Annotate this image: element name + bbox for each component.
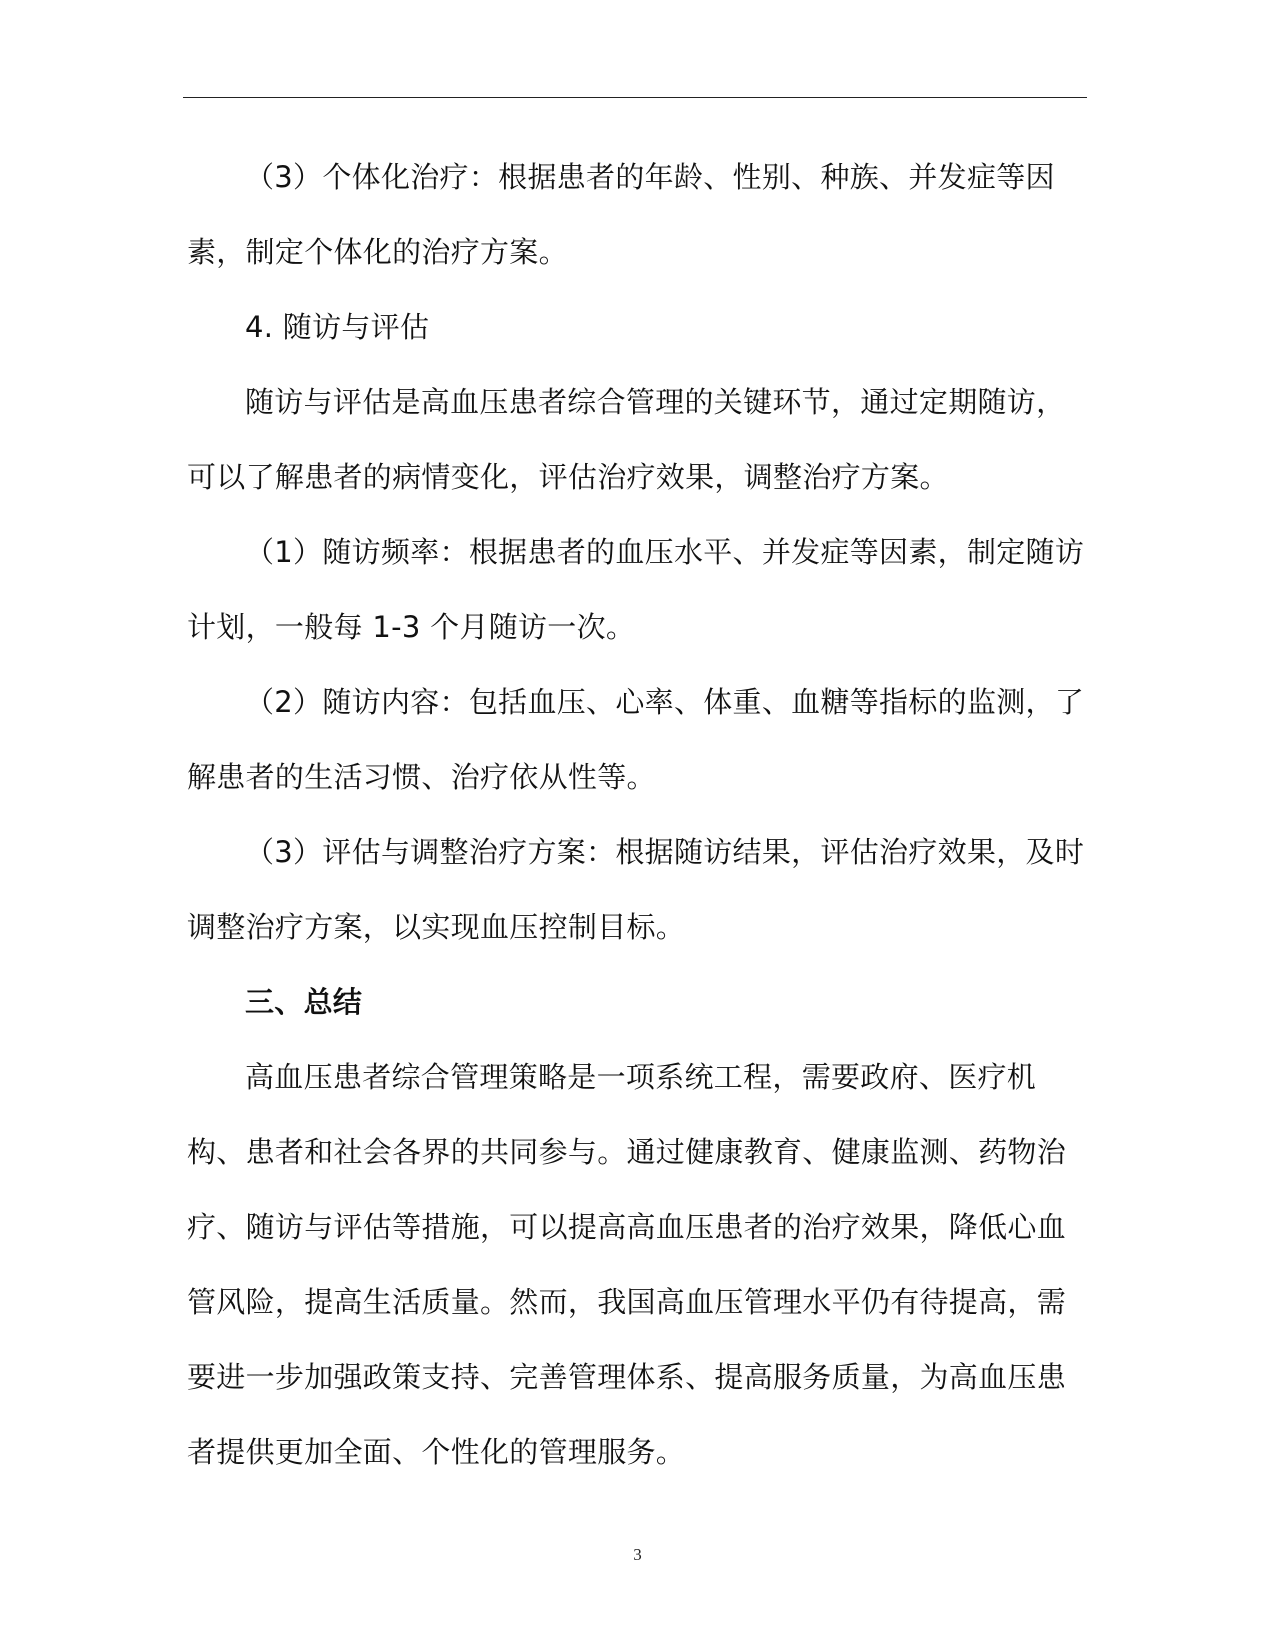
text-line: 调整治疗方案，以实现血压控制目标。 [187,910,686,944]
text-line: 构、患者和社会各界的共同参与。通过健康教育、健康监测、药物治 [187,1135,1067,1169]
text-line: 要进一步加强政策支持、完善管理体系、提高服务质量，为高血压患 [187,1360,1067,1394]
section-heading-followup [187,290,1087,365]
text-line: 者提供更加全面、个性化的管理服务。 [187,1435,686,1469]
text-line: （1）随访频率：根据患者的血压水平、并发症等因素，制定随访 [245,535,1085,569]
section-heading-summary [187,965,1087,1040]
paragraph-followup-content [187,665,1087,815]
paragraph-evaluate-adjust [187,815,1087,965]
paragraph-followup-intro [187,365,1087,515]
page-number: 3 [633,1545,642,1564]
text-line: 素，制定个体化的治疗方案。 [187,235,568,269]
text-line: 计划，一般每 1-3 个月随访一次。 [187,610,636,644]
text-line: 高血压患者综合管理策略是一项系统工程，需要政府、医疗机 [245,1060,1037,1094]
text-line: 解患者的生活习惯、治疗依从性等。 [187,760,656,794]
text-line: （3）个体化治疗：根据患者的年龄、性别、种族、并发症等因 [245,160,1055,194]
header-rule [183,97,1087,98]
paragraph-individualized-treatment [187,140,1087,290]
text-line: 随访与评估是高血压患者综合管理的关键环节，通过定期随访， [245,385,1066,419]
text-line: （2）随访内容：包括血压、心率、体重、血糖等指标的监测，了 [245,685,1085,719]
text-line: 管风险，提高生活质量。然而，我国高血压管理水平仍有待提高，需 [187,1285,1067,1319]
paragraph-followup-frequency [187,515,1087,665]
text-line: 可以了解患者的病情变化，评估治疗效果，调整治疗方案。 [187,460,949,494]
text-line: 4. 随访与评估 [245,310,430,344]
text-line: （3）评估与调整治疗方案：根据随访结果，评估治疗效果，及时 [245,835,1085,869]
text-line: 疗、随访与评估等措施，可以提高高血压患者的治疗效果，降低心血 [187,1210,1067,1244]
document-body [187,140,1087,1490]
text-line: 三、总结 [245,985,363,1019]
paragraph-summary [187,1040,1087,1490]
